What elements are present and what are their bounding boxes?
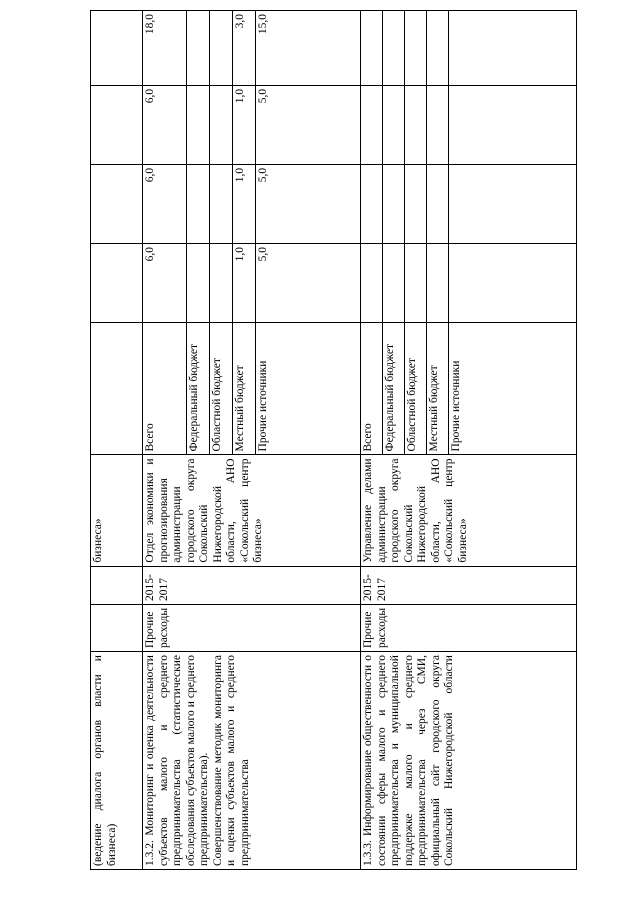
cell-source: Федеральный бюджет [383, 323, 405, 455]
cell-source: Прочие источники [449, 323, 577, 455]
cell-2017 [361, 85, 383, 164]
cell-2016 [210, 164, 233, 243]
cell-2017 [427, 85, 449, 164]
cell-period: 2015-2017 [143, 566, 361, 604]
cell-total: 3,0 [233, 11, 256, 86]
cell-2017 [210, 85, 233, 164]
cell-2016 [361, 164, 383, 243]
cell-2016 [187, 164, 210, 243]
cell-period [91, 566, 143, 604]
cell-source: Всего [143, 323, 187, 455]
table-row-1-3-3 [361, 11, 383, 870]
cell-executor: бизнеса» [91, 455, 143, 566]
cell-source: Местный бюджет [427, 323, 449, 455]
cell-total: 15,0 [256, 11, 361, 86]
cell-executor: Управление делами администрации городского округа Сокольский Нижегородской области, АНО «Сокольский центр бизнеса» [361, 455, 577, 566]
cell-2015: 5,0 [256, 243, 361, 322]
cell-2017: 5,0 [256, 85, 361, 164]
cell-total [449, 11, 577, 86]
cell-source: Федеральный бюджет [187, 323, 210, 455]
cell-source: Областной бюджет [210, 323, 233, 455]
cell-2017 [383, 85, 405, 164]
cell-expense: Прочие расходы [361, 605, 577, 652]
cell-source [91, 323, 143, 455]
cell-source: Местный бюджет [233, 323, 256, 455]
cell-2016: 1,0 [233, 164, 256, 243]
cell-2015 [449, 243, 577, 322]
cell-total [91, 11, 143, 86]
cell-2017 [91, 85, 143, 164]
cell-event-title: (ведение диалога органов власти и бизнеса) [91, 652, 143, 870]
cell-2017: 1,0 [233, 85, 256, 164]
rotated-page [90, 10, 580, 870]
cell-2015 [210, 243, 233, 322]
cell-total [210, 11, 233, 86]
cell-2016: 6,0 [143, 164, 187, 243]
cell-executor: Отдел экономики и прогнозирования администрации городского округа Сокольский Нижегородской области, АНО «Сокольский центр бизнеса» [143, 455, 361, 566]
cell-2015 [427, 243, 449, 322]
cell-2015: 6,0 [143, 243, 187, 322]
cell-event-title: 1.3.2. Мониторинг и оценка деятельности субъектов малого и среднего предпринимательства (статистические обследования субъектов малого и среднего предпринимательства). Совершенствование методик мониторинга и оценки субъектов малого и среднего предпринимательства [143, 652, 361, 870]
cell-2016 [427, 164, 449, 243]
table-row-continuation [91, 11, 143, 870]
cell-total [405, 11, 427, 86]
cell-2016 [383, 164, 405, 243]
cell-2016 [91, 164, 143, 243]
cell-2017 [187, 85, 210, 164]
cell-total: 18,0 [143, 11, 187, 86]
cell-2015 [361, 243, 383, 322]
cell-event-title: 1.3.3. Информирование общественности о состоянии сферы малого и среднего предпринимательства и муниципальной поддержке малого и среднего предпринимательства через СМИ, официальный сайт городского округа Сокольский Нижегородской области [361, 652, 577, 870]
cell-source: Прочие источники [256, 323, 361, 455]
cell-expense [91, 605, 143, 652]
program-table [90, 10, 577, 870]
cell-2016: 5,0 [256, 164, 361, 243]
cell-source: Областной бюджет [405, 323, 427, 455]
cell-2015 [187, 243, 210, 322]
cell-source: Всего [361, 323, 383, 455]
cell-total [427, 11, 449, 86]
table-row-1-3-2 [143, 11, 187, 870]
cell-2017: 6,0 [143, 85, 187, 164]
cell-2017 [449, 85, 577, 164]
cell-2016 [449, 164, 577, 243]
cell-2015 [91, 243, 143, 322]
cell-total [361, 11, 383, 86]
cell-2015: 1,0 [233, 243, 256, 322]
cell-total [187, 11, 210, 86]
cell-2015 [383, 243, 405, 322]
cell-2015 [405, 243, 427, 322]
cell-2016 [405, 164, 427, 243]
cell-expense: Прочие расходы [143, 605, 361, 652]
cell-period: 2015-2017 [361, 566, 577, 604]
cell-2017 [405, 85, 427, 164]
cell-total [383, 11, 405, 86]
